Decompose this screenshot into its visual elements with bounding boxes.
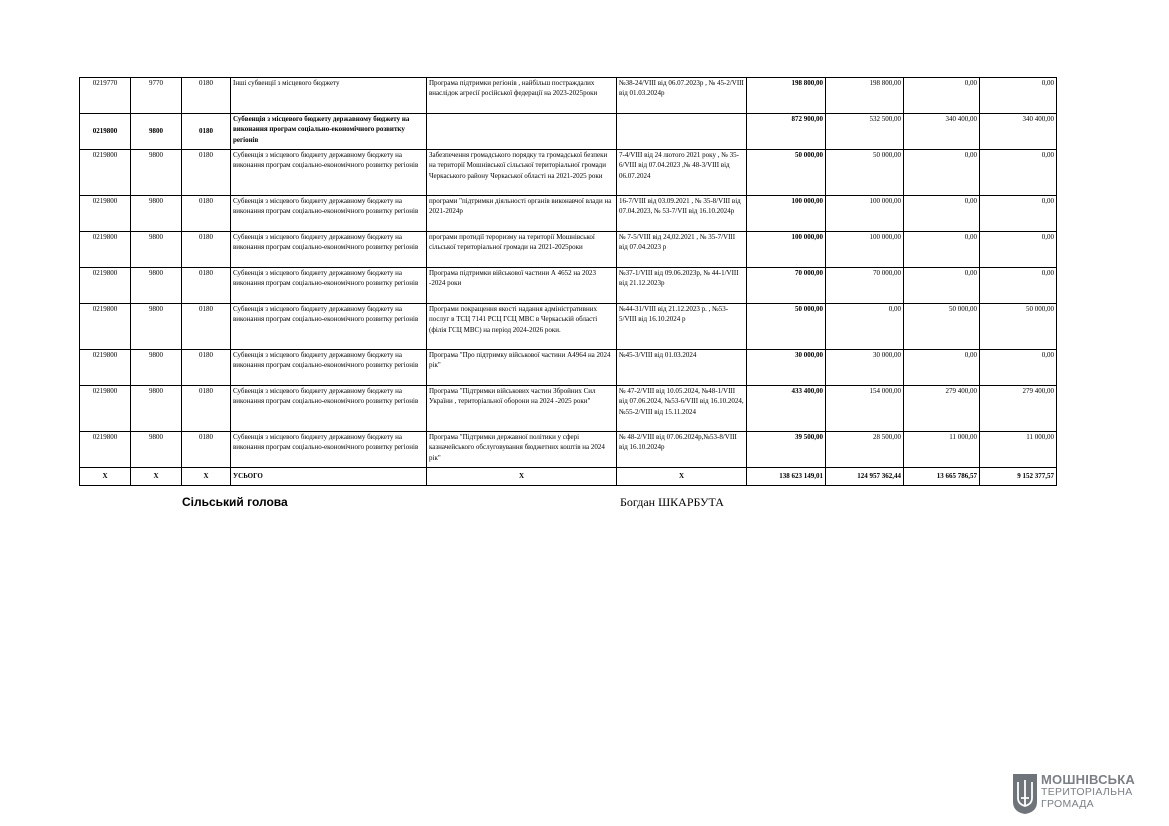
special-fund-cell: 0,00 [904,268,980,304]
general-fund-cell: 50 000,00 [826,150,904,196]
signature-title: Сільський голова [182,495,288,509]
program-name-cell: Забезпечення громадського порядку та громадської безпеки на території Мошнівської сільської територіальної громади Черкаського району Черкаської області на 2021-2025 роки [427,150,617,196]
decision-cell: №38-24/VIII від 06.07.2023р , № 45-2/VIII від 01.03.2024р [617,78,747,114]
function-code-cell: 9800 [131,268,182,304]
program-name-cell: Програми покращення якості надання адміністративних послуг в ТСЦ 7141 РСЦ ГСЦ МВС в Черкаській області (філія ГСЦ МВС) на період 2024-2026 роки. [427,304,617,350]
decision-cell: №37-1/VIII від 09.06.2023р, № 44-1/VIII від 21.12.2023р [617,268,747,304]
total-mark-cell: Х [617,468,747,486]
total-amount-cell: 198 800,00 [747,78,826,114]
decision-cell: 7-4/VIII від 24 лютого 2021 року , № 35-6/VIII від 07.04.2023 ,№ 48-3/VIII від 06.07.2024 [617,150,747,196]
transfer-name-cell: Субвенція з місцевого бюджету державному бюджету на виконання програм соціально-економічного розвитку регіонів [231,196,427,232]
transfer-name-cell: Субвенція з місцевого бюджету державному бюджету на виконання програм соціально-економічного розвитку регіонів [231,232,427,268]
signature-name: Богдан ШКАРБУТА [620,495,724,509]
grand-total-cell: 138 623 149,01 [747,468,826,486]
community-logo-text [1041,774,1135,810]
classification-code-cell: 0180 [182,432,231,468]
total-amount-cell: 100 000,00 [747,232,826,268]
transfer-name-cell: Субвенція з місцевого бюджету державному бюджету на виконання програм соціально-економічного розвитку регіонів [231,432,427,468]
function-code-cell: 9800 [131,114,182,150]
classification-code-cell: 0180 [182,150,231,196]
total-amount-cell: 50 000,00 [747,150,826,196]
function-code-cell: 9800 [131,150,182,196]
function-code-cell: 9800 [131,350,182,386]
program-name-cell: Програма "Підтримки державної політики у сфері казначейського обслуговування бюджетних коштів на 2024 рік" [427,432,617,468]
program-name-cell: Програма "Підтримки військових частин Збройних Сил України , територіальної оборони на 2024 -2025 роки" [427,386,617,432]
special-fund-cell: 279 400,00 [904,386,980,432]
development-budget-cell: 0,00 [980,232,1057,268]
classification-code-cell: 0180 [182,350,231,386]
program-name-cell: Програма підтримки військової частини А 4652 на 2023 -2024 роки [427,268,617,304]
total-amount-cell: 70 000,00 [747,268,826,304]
total-label-cell: УСЬОГО [231,468,427,486]
transfer-name-cell: Інші субвенції з місцевого бюджету [231,78,427,114]
development-budget-cell: 0,00 [980,196,1057,232]
table-row [80,304,1057,350]
total-mark-cell: Х [131,468,182,486]
budget-sheet [79,77,1057,486]
general-fund-cell: 0,00 [826,304,904,350]
transfer-name-cell: Субвенція з місцевого бюджету державному бюджету на виконання програм соціально-економічного розвитку регіонів [231,114,427,150]
development-budget-cell: 50 000,00 [980,304,1057,350]
special-fund-cell: 340 400,00 [904,114,980,150]
general-fund-cell: 100 000,00 [826,232,904,268]
program-name-cell: програми протидії тероризму на території Мошнівської сільської територіальної громади на 2021-2025роки [427,232,617,268]
program-code-cell: 0219800 [80,350,131,386]
logo-line-1: МОШНІВСЬКА [1041,772,1135,787]
program-code-cell: 0219770 [80,78,131,114]
decision-cell: №45-3/VIII від 01.03.2024 [617,350,747,386]
classification-code-cell: 0180 [182,304,231,350]
table-row [80,150,1057,196]
total-mark-cell: Х [427,468,617,486]
total-row [80,468,1057,486]
total-mark-cell: Х [182,468,231,486]
logo-line-3: ГРОМАДА [1041,798,1094,810]
function-code-cell: 9800 [131,304,182,350]
transfer-name-cell: Субвенція з місцевого бюджету державному бюджету на виконання програм соціально-економічного розвитку регіонів [231,350,427,386]
table-row [80,432,1057,468]
table-row [80,196,1057,232]
transfer-name-cell: Субвенція з місцевого бюджету державному бюджету на виконання програм соціально-економічного розвитку регіонів [231,386,427,432]
transfer-name-cell: Субвенція з місцевого бюджету державному бюджету на виконання програм соціально-економічного розвитку регіонів [231,304,427,350]
table-row [80,386,1057,432]
trident-icon [1013,774,1037,814]
development-budget-cell: 279 400,00 [980,386,1057,432]
program-code-cell: 0219800 [80,304,131,350]
table-row [80,350,1057,386]
total-amount-cell: 433 400,00 [747,386,826,432]
development-budget-cell: 11 000,00 [980,432,1057,468]
development-budget-cell: 0,00 [980,78,1057,114]
development-budget-cell: 340 400,00 [980,114,1057,150]
program-name-cell: програми "підтримки діяльності органів виконавчої влади на 2021-2024р [427,196,617,232]
program-code-cell: 0219800 [80,196,131,232]
classification-code-cell: 0180 [182,232,231,268]
function-code-cell: 9800 [131,386,182,432]
table-row [80,268,1057,304]
special-fund-cell: 0,00 [904,78,980,114]
function-code-cell: 9770 [131,78,182,114]
program-name-cell: Програма підтримки регіонів , найбільш постраждалих внаслідок агресії російської федерації на 2023-2025роки [427,78,617,114]
transfer-name-cell: Субвенція з місцевого бюджету державному бюджету на виконання програм соціально-економічного розвитку регіонів [231,150,427,196]
decision-cell: № 7-5/VIII від 24,02.2021 , № 35-7/VIII від 07.04.2023 р [617,232,747,268]
classification-code-cell: 0180 [182,386,231,432]
special-fund-cell: 0,00 [904,150,980,196]
development-budget-cell: 0,00 [980,268,1057,304]
decision-cell: №44-31/VIII від 21.12.2023 р. , №53-5/VIII від 16.10.2024 р [617,304,747,350]
program-code-cell: 0219800 [80,268,131,304]
program-code-cell: 0219800 [80,150,131,196]
special-fund-cell: 0,00 [904,350,980,386]
program-name-cell: Програма "Про підтримку військової частини А4964 на 2024 рік" [427,350,617,386]
logo-line-2: ТЕРИТОРІАЛЬНА [1041,786,1133,798]
function-code-cell: 9800 [131,432,182,468]
special-fund-cell: 11 000,00 [904,432,980,468]
general-fund-total-cell: 124 957 362,44 [826,468,904,486]
total-amount-cell: 100 000,00 [747,196,826,232]
total-amount-cell: 39 500,00 [747,432,826,468]
general-fund-cell: 70 000,00 [826,268,904,304]
special-fund-cell: 0,00 [904,232,980,268]
program-code-cell: 0219800 [80,114,131,150]
development-budget-cell: 0,00 [980,150,1057,196]
general-fund-cell: 28 500,00 [826,432,904,468]
budget-table [79,77,1057,486]
program-code-cell: 0219800 [80,232,131,268]
program-code-cell: 0219800 [80,432,131,468]
function-code-cell: 9800 [131,196,182,232]
special-fund-total-cell: 13 665 786,57 [904,468,980,486]
general-fund-cell: 30 000,00 [826,350,904,386]
decision-cell: № 48-2/VIII від 07.06.2024р,№53-8/VIII від 16.10.2024р [617,432,747,468]
program-name-cell [427,114,617,150]
function-code-cell: 9800 [131,232,182,268]
development-budget-cell: 0,00 [980,350,1057,386]
decision-cell [617,114,747,150]
classification-code-cell: 0180 [182,196,231,232]
total-amount-cell: 50 000,00 [747,304,826,350]
total-amount-cell: 872 900,00 [747,114,826,150]
general-fund-cell: 100 000,00 [826,196,904,232]
decision-cell: № 47-2/VIII від 10.05.2024, №48-1/VIII від 07.06.2024, №53-6/VIII від 16.10.2024, №55-2/VIII від 15.11.2024 [617,386,747,432]
development-budget-total-cell: 9 152 377,57 [980,468,1057,486]
special-fund-cell: 0,00 [904,196,980,232]
table-row [80,232,1057,268]
program-code-cell: 0219800 [80,386,131,432]
decision-cell: 16-7/VIII від 03.09.2021 , № 35-8/VIII від 07.04.2023, № 53-7/VII від 16.10.2024р [617,196,747,232]
transfer-name-cell: Субвенція з місцевого бюджету державному бюджету на виконання програм соціально-економічного розвитку регіонів [231,268,427,304]
total-mark-cell: Х [80,468,131,486]
general-fund-cell: 532 500,00 [826,114,904,150]
total-amount-cell: 30 000,00 [747,350,826,386]
general-fund-cell: 198 800,00 [826,78,904,114]
classification-code-cell: 0180 [182,114,231,150]
classification-code-cell: 0180 [182,268,231,304]
general-fund-cell: 154 000,00 [826,386,904,432]
special-fund-cell: 50 000,00 [904,304,980,350]
table-row [80,114,1057,150]
classification-code-cell: 0180 [182,78,231,114]
table-row [80,78,1057,114]
